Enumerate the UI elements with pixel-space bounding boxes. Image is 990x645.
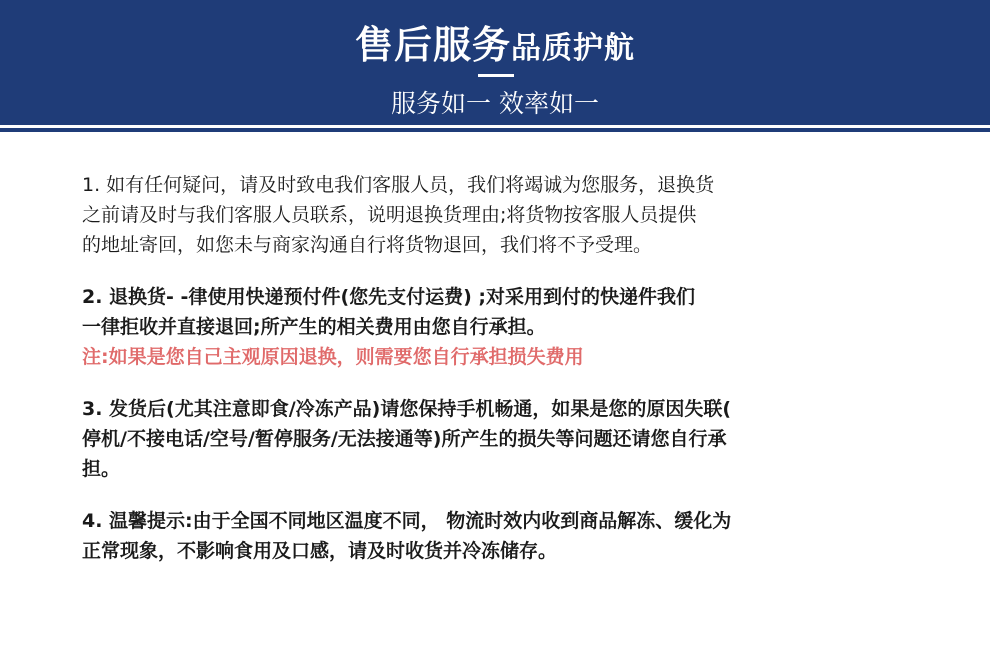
header-banner [0,0,990,125]
term-paragraph-4 [82,506,942,566]
header-stripe [0,128,990,132]
term-paragraph-3 [82,394,942,484]
term-line: 正常现象，不影响食用及口感，请及时收货并冷冻储存。 [82,540,558,562]
term-paragraph-2 [82,282,942,372]
term-line: 3. 发货后(尤其注意即食/冷冻产品)请您保持手机畅通，如果是您的原因失联( [82,398,732,420]
term-line: 的地址寄回，如您未与商家沟通自行将货物退回，我们将不予受理。 [82,234,653,256]
term-line: 停机/不接电话/空号/暂停服务/无法接通等)所产生的损失等问题还请您自行承 [82,428,727,450]
page-title [0,14,990,69]
term-line: 之前请及时与我们客服人员联系，说明退换货理由;将货物按客服人员提供 [82,204,697,226]
term-paragraph-1 [82,170,942,260]
term-line: 2. 退换货- -律使用快递预付件(您先支付运费) ;对采用到付的快递件我们 [82,286,696,308]
term-line: 一律拒收并直接退回;所产生的相关费用由您自行承担。 [82,316,546,338]
title-sub: 品质护航 [511,31,635,66]
term-line: 1. 如有任何疑问，请及时致电我们客服人员，我们将竭诚为您服务，退换货 [82,174,715,196]
term-line: 担。 [82,458,121,480]
service-terms [82,170,942,588]
page-subtitle: 服务如一 效率如一 [391,89,599,118]
term-note: 注:如果是您自己主观原因退换，则需要您自行承担损失费用 [82,346,584,368]
term-line: 4. 温馨提示:由于全国不同地区温度不同， 物流时效内收到商品解冻、缓化为 [82,510,732,532]
title-main: 售后服务 [354,23,511,67]
title-divider [478,74,514,77]
